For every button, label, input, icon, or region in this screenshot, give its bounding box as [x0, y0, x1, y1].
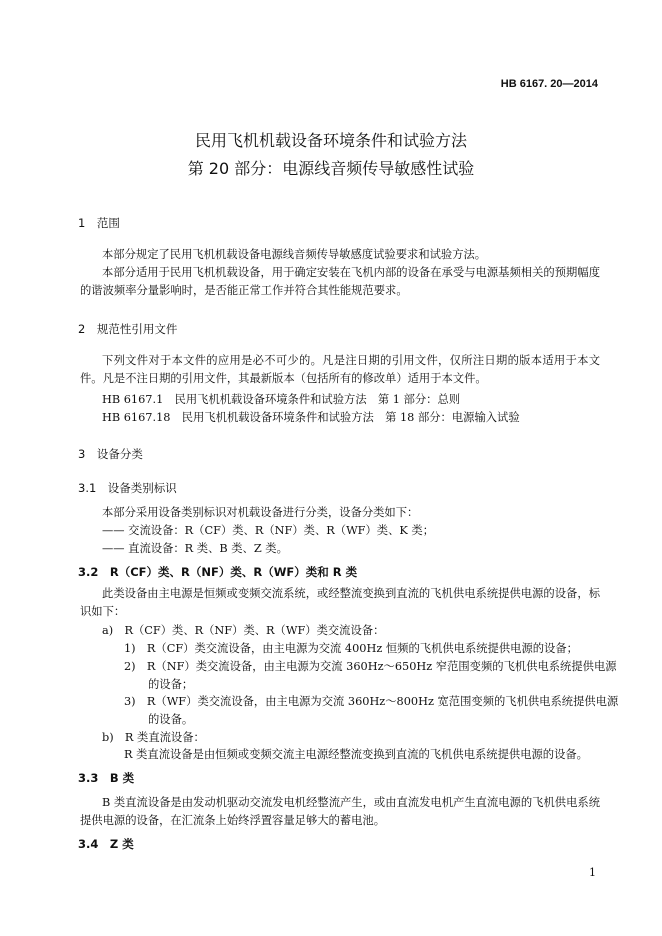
- list-item-a: a) R（CF）类、R（NF）类、R（WF）类交流设备：: [102, 624, 385, 637]
- ac-equipment-item: —— 交流设备：R（CF）类、R（NF）类、R（WF）类、K 类；: [102, 524, 435, 537]
- dc-equipment-item: —— 直流设备：R 类、B 类、Z 类。: [102, 542, 288, 555]
- list-item-a1: 1) R（CF）类交流设备，由主电源为交流 400Hz 恒频的飞机供电系统提供电源的设备；: [124, 642, 578, 655]
- section-1-heading: 1 范围: [78, 216, 120, 230]
- reference-1: HB 6167.1 民用飞机机载设备环境条件和试验方法 第 1 部分：总则: [102, 393, 461, 406]
- list-item-b1: R 类直流设备是由恒频或变频交流主电源经整流变换到直流的飞机供电系统提供电源的设备。: [124, 748, 588, 761]
- section-3-1-para: 本部分采用设备类别标识对机载设备进行分类，设备分类如下：: [102, 506, 419, 519]
- section-3-3-heading: 3.3 B 类: [78, 771, 135, 785]
- standard-id: HB 6167. 20—2014: [500, 78, 598, 90]
- section-2-para-1: 下列文件对于本文件的应用是必不可少的。凡是注日期的引用文件，仅所注日期的版本适用于本文件。凡是不注日期的引用文件，其最新版本（包括所有的修改单）适用于本文件。: [80, 354, 600, 385]
- section-1-para-1: 本部分规定了民用飞机机载设备电源线音频传导敏感度试验要求和试验方法。: [102, 248, 487, 261]
- title-line2: 第 20 部分：电源线音频传导敏感性试验: [187, 159, 475, 178]
- list-item-a2: 2) R（NF）类交流设备，由主电源为交流 360Hz～650Hz 窄范围变频的飞机供电系统提供电源: [124, 660, 617, 673]
- list-item-a3: 3) R（WF）类交流设备，由主电源为交流 360Hz～800Hz 宽范围变频的飞机供电系统提供电源: [124, 695, 619, 708]
- reference-2: HB 6167.18 民用飞机机载设备环境条件和试验方法 第 18 部分：电源输入试验: [102, 411, 520, 424]
- title-line1: 民用飞机机载设备环境条件和试验方法: [194, 131, 467, 150]
- section-3-3-para: B 类直流设备是由发动机驱动交流发电机经整流产生，或由直流发电机产生直流电源的飞机供电系统提供电源的设备，在汇流条上始终浮置容量足够大的蓄电池。: [80, 796, 600, 827]
- section-3-1-heading: 3.1 设备类别标识: [78, 481, 177, 495]
- section-2-heading: 2 规范性引用文件: [78, 322, 178, 336]
- section-1-para-2: 本部分适用于民用飞机机载设备，用于确定安装在飞机内部的设备在承受与电源基频相关的预期幅度的谐波频率分量影响时，是否能正常工作并符合其性能规范要求。: [80, 266, 600, 297]
- list-item-a2-cont: 的设备；: [148, 678, 194, 691]
- list-item-a3-cont: 的设备。: [148, 713, 194, 726]
- list-item-b: b) R 类直流设备：: [102, 731, 205, 744]
- section-3-2-heading: 3.2 R（CF）类、R（NF）类、R（WF）类和 R 类: [78, 565, 358, 579]
- section-3-heading: 3 设备分类: [78, 447, 143, 461]
- section-3-2-para: 此类设备由主电源是恒频或变频交流系统，或经整流变换到直流的飞机供电系统提供电源的设备，标识如下：: [80, 587, 600, 618]
- section-3-4-heading: 3.4 Z 类: [78, 837, 134, 851]
- page-number: 1: [589, 866, 596, 879]
